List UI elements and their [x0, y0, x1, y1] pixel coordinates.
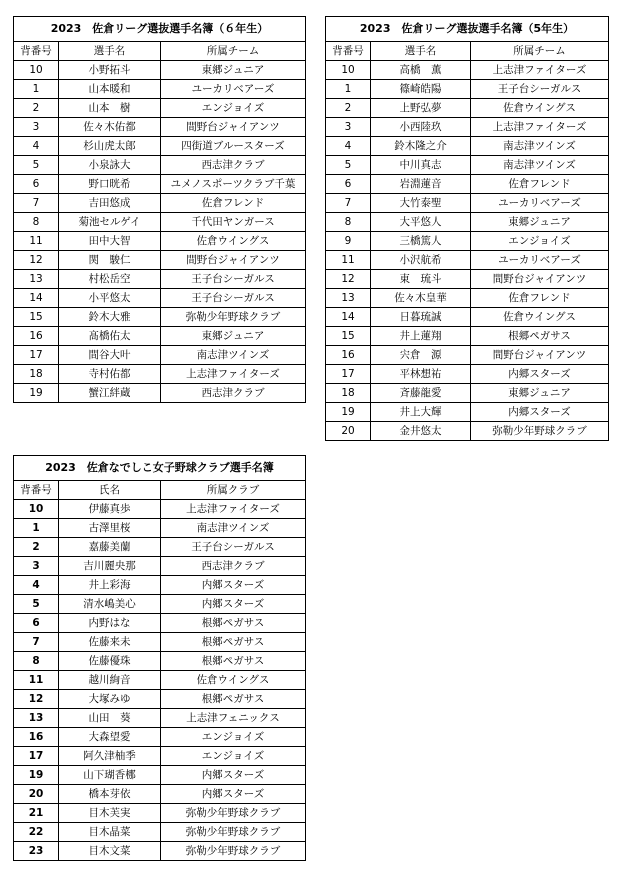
player-name: 小平悠太 [59, 289, 161, 308]
table-row [14, 384, 306, 403]
player-name: 間谷大叶 [59, 346, 161, 365]
team-name: 間野台ジャイアンツ [161, 251, 306, 270]
table-title: 2023 佐倉リーグ選抜選手名簿（６年生） [13, 16, 306, 41]
uniform-number: 15 [14, 308, 59, 327]
team-name: 間野台ジャイアンツ [161, 118, 306, 137]
player-name: 内野はな [59, 614, 161, 633]
table-row [326, 251, 609, 270]
table-row [14, 61, 306, 80]
table-row [14, 557, 306, 576]
team-name: エンジョイズ [161, 99, 306, 118]
uniform-number: 17 [14, 346, 59, 365]
uniform-number: 13 [14, 709, 59, 728]
player-name: 清水嶋美心 [59, 595, 161, 614]
player-name: 越川絢音 [59, 671, 161, 690]
table-row [326, 137, 609, 156]
table-row [326, 99, 609, 118]
uniform-number: 3 [326, 118, 371, 137]
table-header [14, 481, 306, 500]
table-row [14, 327, 306, 346]
team-name: 南志津ツインズ [471, 156, 609, 175]
uniform-number: 14 [326, 308, 371, 327]
uniform-number: 1 [14, 80, 59, 99]
table-row [14, 365, 306, 384]
team-name: ユーカリベアーズ [471, 251, 609, 270]
table-row [14, 766, 306, 785]
uniform-number: 10 [326, 61, 371, 80]
table-row [14, 251, 306, 270]
table-row [326, 289, 609, 308]
table-body [14, 500, 306, 861]
team-name: 佐倉ウイングス [471, 99, 609, 118]
player-name: 鈴木隆之介 [371, 137, 471, 156]
player-name: 山下瑚香梛 [59, 766, 161, 785]
player-name: 井上大輝 [371, 403, 471, 422]
player-name: 吉川麗央那 [59, 557, 161, 576]
team-name: 西志津クラブ [161, 156, 306, 175]
uniform-number: 7 [14, 633, 59, 652]
uniform-number: 22 [14, 823, 59, 842]
team-name: 佐倉フレンド [471, 289, 609, 308]
player-name: 東 琉斗 [371, 270, 471, 289]
team-name: 東郷ジュニア [471, 213, 609, 232]
player-name: 目木文菜 [59, 842, 161, 861]
player-name: 中川真志 [371, 156, 471, 175]
team-name: 南志津ツインズ [161, 519, 306, 538]
player-name: 鈴木大雅 [59, 308, 161, 327]
table-row [14, 709, 306, 728]
uniform-number: 7 [14, 194, 59, 213]
team-name: 南志津ツインズ [471, 137, 609, 156]
uniform-number: 4 [14, 137, 59, 156]
player-name: 小沢航希 [371, 251, 471, 270]
column-header-team: 所属チーム [161, 42, 306, 61]
uniform-number: 16 [14, 728, 59, 747]
table-row [14, 538, 306, 557]
player-name: 平林想祐 [371, 365, 471, 384]
player-name: 大塚みゆ [59, 690, 161, 709]
team-name: 東郷ジュニア [471, 384, 609, 403]
player-name: 山田 葵 [59, 709, 161, 728]
team-name: ユーカリベアーズ [161, 80, 306, 99]
team-name: 根郷ペガサス [161, 690, 306, 709]
team-name: 弥勒少年野球クラブ [471, 422, 609, 441]
uniform-number: 18 [14, 365, 59, 384]
uniform-number: 5 [326, 156, 371, 175]
uniform-number: 6 [14, 175, 59, 194]
uniform-number: 13 [326, 289, 371, 308]
table-row [14, 519, 306, 538]
table-row [14, 289, 306, 308]
player-name: 寺村佑都 [59, 365, 161, 384]
uniform-number: 9 [326, 232, 371, 251]
roster-table-5th-grade [325, 16, 609, 441]
uniform-number: 1 [326, 80, 371, 99]
table-row [326, 270, 609, 289]
team-name: 上志津ファイターズ [161, 500, 306, 519]
uniform-number: 6 [326, 175, 371, 194]
column-header-number: 背番号 [326, 42, 371, 61]
player-name: 金井悠太 [371, 422, 471, 441]
table-row [14, 80, 306, 99]
team-name: 弥勒少年野球クラブ [161, 823, 306, 842]
team-name: 内郷スターズ [161, 595, 306, 614]
uniform-number: 21 [14, 804, 59, 823]
uniform-number: 2 [14, 99, 59, 118]
player-name: 目木芙実 [59, 804, 161, 823]
table-row [14, 804, 306, 823]
player-name: 三橋篤人 [371, 232, 471, 251]
table-row [326, 175, 609, 194]
table-row [14, 690, 306, 709]
table-row [326, 213, 609, 232]
uniform-number: 16 [326, 346, 371, 365]
table-row [14, 232, 306, 251]
player-name: 岩淵蓮音 [371, 175, 471, 194]
player-name: 髙橋佑太 [59, 327, 161, 346]
table-row [14, 118, 306, 137]
roster-table-girls-club [13, 455, 306, 861]
column-header-name: 選手名 [59, 42, 161, 61]
uniform-number: 23 [14, 842, 59, 861]
team-name: 上志津ファイターズ [471, 61, 609, 80]
team-name: 佐倉ウイングス [161, 232, 306, 251]
team-name: 内郷スターズ [161, 576, 306, 595]
team-name: 王子台シーガルス [161, 538, 306, 557]
uniform-number: 12 [14, 690, 59, 709]
team-name: 千代田ヤンガース [161, 213, 306, 232]
table-body [14, 61, 306, 403]
uniform-number: 2 [326, 99, 371, 118]
column-header-club: 所属クラブ [161, 481, 306, 500]
player-name: 菊池セルゲイ [59, 213, 161, 232]
team-name: 四街道ブルースターズ [161, 137, 306, 156]
table-row [14, 156, 306, 175]
table-row [14, 671, 306, 690]
table-row [326, 365, 609, 384]
player-name: 橋本芽依 [59, 785, 161, 804]
table-row [14, 213, 306, 232]
player-name: 佐々木皇華 [371, 289, 471, 308]
table-row [326, 118, 609, 137]
player-name: 杉山虎太郎 [59, 137, 161, 156]
team-name: 内郷スターズ [471, 365, 609, 384]
player-name: 井上蓮翔 [371, 327, 471, 346]
team-name: 王子台シーガルス [161, 270, 306, 289]
team-name: エンジョイズ [471, 232, 609, 251]
player-name: 高橋 薫 [371, 61, 471, 80]
table-row [14, 99, 306, 118]
uniform-number: 19 [326, 403, 371, 422]
uniform-number: 11 [14, 671, 59, 690]
player-name: 古澤里桜 [59, 519, 161, 538]
table-row [14, 614, 306, 633]
player-name: 井上彩海 [59, 576, 161, 595]
player-name: 小泉詠大 [59, 156, 161, 175]
team-name: 内郷スターズ [161, 766, 306, 785]
table-row [14, 270, 306, 289]
player-name: 田中大智 [59, 232, 161, 251]
uniform-number: 18 [326, 384, 371, 403]
table-row [326, 346, 609, 365]
team-name: 上志津ファイターズ [471, 118, 609, 137]
player-name: 阿久津柚季 [59, 747, 161, 766]
team-name: 西志津クラブ [161, 557, 306, 576]
team-name: 南志津ツインズ [161, 346, 306, 365]
player-name: 日暮琉誠 [371, 308, 471, 327]
table-row [326, 156, 609, 175]
player-name: 野口晄希 [59, 175, 161, 194]
player-name: 斉藤龍愛 [371, 384, 471, 403]
table-row [14, 137, 306, 156]
uniform-number: 17 [14, 747, 59, 766]
team-name: 東郷ジュニア [161, 61, 306, 80]
uniform-number: 4 [14, 576, 59, 595]
table-row [14, 652, 306, 671]
team-name: 内郷スターズ [471, 403, 609, 422]
table-row [14, 308, 306, 327]
table-row [326, 232, 609, 251]
table-title: 2023 佐倉なでしこ女子野球クラブ選手名簿 [13, 455, 306, 480]
uniform-number: 19 [14, 384, 59, 403]
table-row [14, 500, 306, 519]
table-row [326, 80, 609, 99]
uniform-number: 8 [326, 213, 371, 232]
team-name: 弥勒少年野球クラブ [161, 842, 306, 861]
uniform-number: 3 [14, 557, 59, 576]
uniform-number: 4 [326, 137, 371, 156]
uniform-number: 12 [326, 270, 371, 289]
player-name: 佐藤優珠 [59, 652, 161, 671]
table-row [326, 194, 609, 213]
player-name: 村松岳空 [59, 270, 161, 289]
column-header-name: 氏名 [59, 481, 161, 500]
player-name: 大竹泰聖 [371, 194, 471, 213]
uniform-number: 8 [14, 213, 59, 232]
team-name: 弥勒少年野球クラブ [161, 804, 306, 823]
column-header-number: 背番号 [14, 481, 59, 500]
table-row [326, 403, 609, 422]
uniform-number: 20 [14, 785, 59, 804]
table-title: 2023 佐倉リーグ選抜選手名簿（5年生） [325, 16, 609, 41]
team-name: 根郷ペガサス [471, 327, 609, 346]
table-row [14, 595, 306, 614]
player-name: 山本 樹 [59, 99, 161, 118]
player-name: 嘉藤美蘭 [59, 538, 161, 557]
team-name: エンジョイズ [161, 728, 306, 747]
table-row [14, 576, 306, 595]
table-row [14, 747, 306, 766]
team-name: 弥勒少年野球クラブ [161, 308, 306, 327]
player-name: 佐々木佑都 [59, 118, 161, 137]
player-name: 小西陸玖 [371, 118, 471, 137]
player-name: 小野拓斗 [59, 61, 161, 80]
team-name: 王子台シーガルス [161, 289, 306, 308]
player-name: 山本暖和 [59, 80, 161, 99]
table-row [14, 842, 306, 861]
uniform-number: 6 [14, 614, 59, 633]
player-name: 吉田悠成 [59, 194, 161, 213]
team-name: 佐倉ウイングス [161, 671, 306, 690]
table-row [14, 785, 306, 804]
team-name: エンジョイズ [161, 747, 306, 766]
roster-table-6th-grade [13, 16, 306, 403]
table-row [326, 422, 609, 441]
uniform-number: 8 [14, 652, 59, 671]
uniform-number: 2 [14, 538, 59, 557]
table-row [326, 308, 609, 327]
uniform-number: 7 [326, 194, 371, 213]
player-name: 上野弘夢 [371, 99, 471, 118]
table-row [14, 823, 306, 842]
team-name: ユメノスポーツクラブ千葉 [161, 175, 306, 194]
uniform-number: 1 [14, 519, 59, 538]
uniform-number: 5 [14, 156, 59, 175]
table-row [14, 194, 306, 213]
uniform-number: 5 [14, 595, 59, 614]
team-name: 上志津フェニックス [161, 709, 306, 728]
uniform-number: 16 [14, 327, 59, 346]
player-name: 篠崎皓陽 [371, 80, 471, 99]
player-name: 佐藤来未 [59, 633, 161, 652]
team-name: 内郷スターズ [161, 785, 306, 804]
team-name: 間野台ジャイアンツ [471, 346, 609, 365]
team-name: 上志津ファイターズ [161, 365, 306, 384]
team-name: 間野台ジャイアンツ [471, 270, 609, 289]
column-header-team: 所属チーム [471, 42, 609, 61]
player-name: 蟹江絆蔵 [59, 384, 161, 403]
table-header [14, 42, 306, 61]
uniform-number: 10 [14, 500, 59, 519]
table-row [326, 61, 609, 80]
uniform-number: 15 [326, 327, 371, 346]
player-name: 目木晶菜 [59, 823, 161, 842]
player-name: 伊藤真歩 [59, 500, 161, 519]
uniform-number: 14 [14, 289, 59, 308]
table-row [14, 728, 306, 747]
uniform-number: 20 [326, 422, 371, 441]
team-name: 西志津クラブ [161, 384, 306, 403]
player-name: 宍倉 源 [371, 346, 471, 365]
uniform-number: 17 [326, 365, 371, 384]
uniform-number: 10 [14, 61, 59, 80]
team-name: 根郷ペガサス [161, 614, 306, 633]
uniform-number: 11 [14, 232, 59, 251]
table-row [326, 327, 609, 346]
table-row [326, 384, 609, 403]
uniform-number: 11 [326, 251, 371, 270]
team-name: 佐倉フレンド [471, 175, 609, 194]
team-name: 根郷ペガサス [161, 652, 306, 671]
table-row [14, 346, 306, 365]
column-header-name: 選手名 [371, 42, 471, 61]
table-row [14, 175, 306, 194]
uniform-number: 3 [14, 118, 59, 137]
team-name: 根郷ペガサス [161, 633, 306, 652]
team-name: 佐倉フレンド [161, 194, 306, 213]
team-name: ユーカリベアーズ [471, 194, 609, 213]
column-header-number: 背番号 [14, 42, 59, 61]
table-row [14, 633, 306, 652]
table-header [326, 42, 609, 61]
player-name: 関 駿仁 [59, 251, 161, 270]
player-name: 大森望愛 [59, 728, 161, 747]
team-name: 王子台シーガルス [471, 80, 609, 99]
uniform-number: 19 [14, 766, 59, 785]
team-name: 東郷ジュニア [161, 327, 306, 346]
table-body [326, 61, 609, 441]
team-name: 佐倉ウイングス [471, 308, 609, 327]
uniform-number: 13 [14, 270, 59, 289]
player-name: 大平悠人 [371, 213, 471, 232]
uniform-number: 12 [14, 251, 59, 270]
